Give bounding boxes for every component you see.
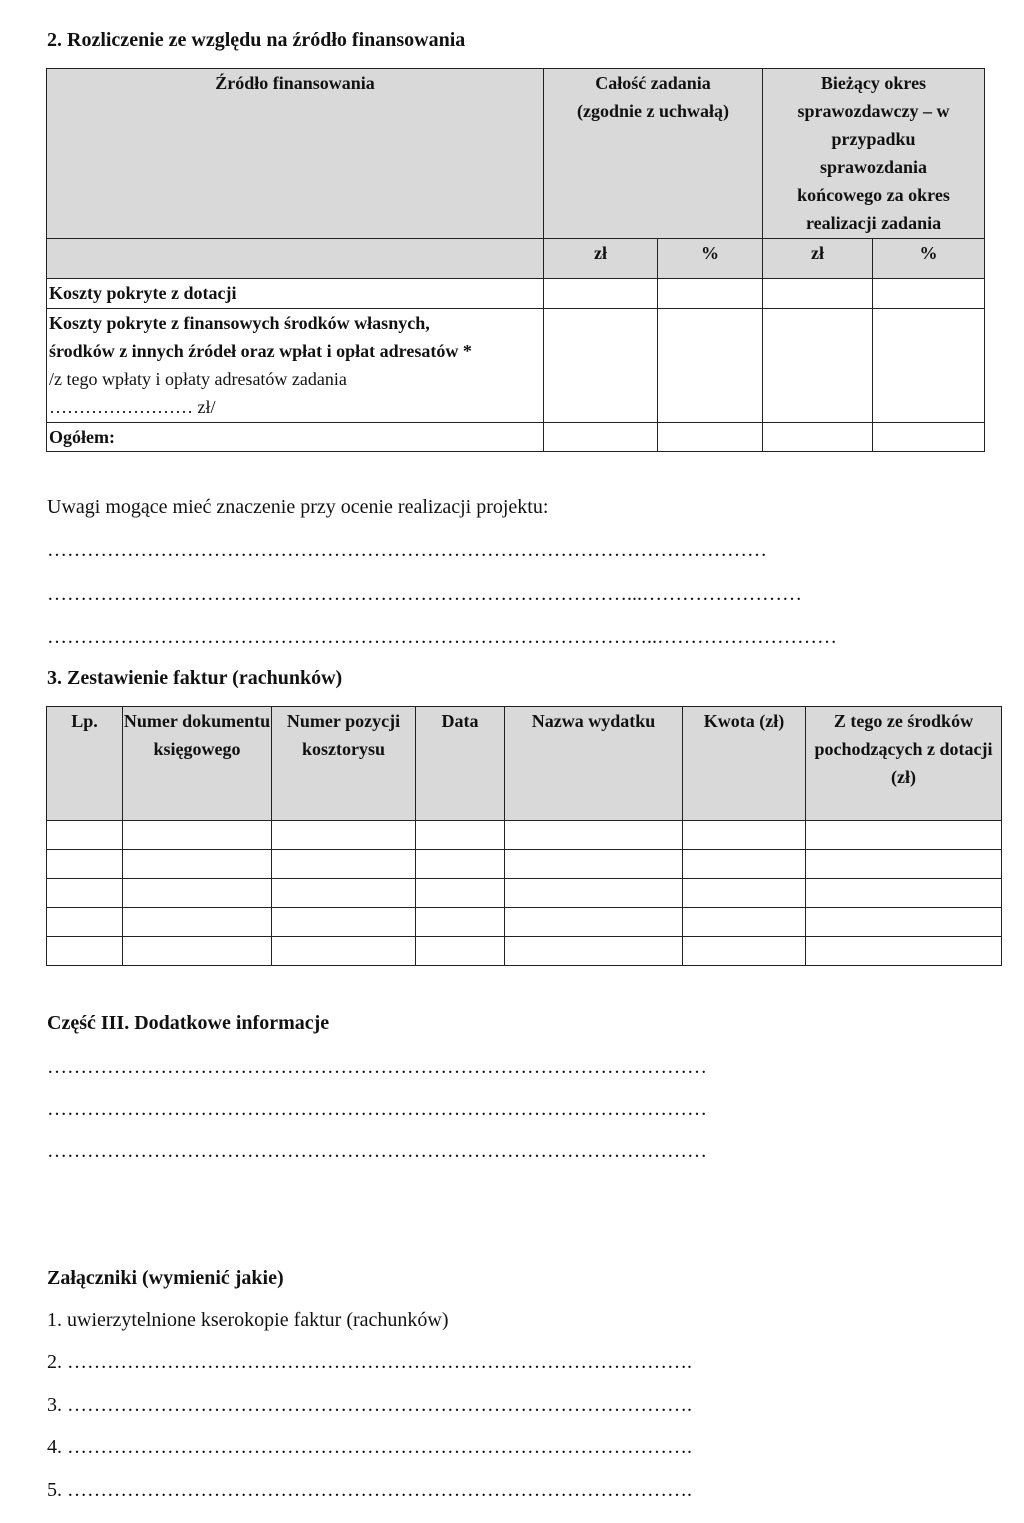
cell-input[interactable] bbox=[505, 879, 683, 908]
cell-input[interactable] bbox=[505, 937, 683, 966]
invoices-table bbox=[46, 706, 1002, 966]
cell-input[interactable] bbox=[806, 850, 1002, 879]
col-from-subsidy: Z tego ze środków pochodzących z dotacji (zł) bbox=[806, 707, 1002, 821]
col-amount: Kwota (zł) bbox=[683, 707, 806, 821]
remarks-label: Uwagi mogące mieć znaczenie przy ocenie realizacji projektu: bbox=[47, 496, 549, 518]
cell-input[interactable] bbox=[873, 279, 985, 309]
cell-input[interactable] bbox=[683, 908, 806, 937]
cell-input[interactable] bbox=[123, 879, 272, 908]
cell-input[interactable] bbox=[505, 908, 683, 937]
attachment-item[interactable]: 4. …………………………………………………………………………………. bbox=[47, 1436, 692, 1458]
remarks-line[interactable]: ……………………………………………………………………………………………… bbox=[47, 539, 767, 561]
unit-zl-whole: zł bbox=[544, 239, 658, 279]
col-lp: Lp. bbox=[47, 707, 123, 821]
table-row bbox=[47, 879, 1002, 908]
section2-title: 2. Rozliczenie ze względu na źródło finansowania bbox=[47, 29, 466, 51]
cell-input[interactable] bbox=[47, 879, 123, 908]
info-line[interactable]: ……………………………………………………………………………………… bbox=[47, 1140, 707, 1162]
cell-input[interactable] bbox=[123, 850, 272, 879]
row-total-label: Ogółem: bbox=[47, 423, 544, 452]
row-subsidy bbox=[47, 279, 985, 309]
part3-title: Część III. Dodatkowe informacje bbox=[47, 1012, 330, 1034]
unit-zl-current: zł bbox=[763, 239, 873, 279]
cell-input[interactable] bbox=[683, 821, 806, 850]
cell-input[interactable] bbox=[763, 309, 873, 423]
cell-input[interactable] bbox=[806, 879, 1002, 908]
col-cost-item: Numer pozycji kosztorysu bbox=[272, 707, 416, 821]
cell-input[interactable] bbox=[763, 423, 873, 452]
attachment-item: 1. uwierzytelnione kserokopie faktur (rachunków) bbox=[47, 1309, 449, 1331]
unit-percent-current: % bbox=[873, 239, 985, 279]
cell-input[interactable] bbox=[123, 821, 272, 850]
info-line[interactable]: ……………………………………………………………………………………… bbox=[47, 1098, 707, 1120]
cell-input[interactable] bbox=[873, 309, 985, 423]
cell-input[interactable] bbox=[683, 879, 806, 908]
financing-table bbox=[46, 68, 985, 452]
cell-input[interactable] bbox=[806, 908, 1002, 937]
header-whole-task: Całość zadania (zgodnie z uchwałą) bbox=[544, 69, 763, 239]
cell-input[interactable] bbox=[272, 879, 416, 908]
cell-input[interactable] bbox=[683, 937, 806, 966]
row-own-funds-label: Koszty pokryte z finansowych środków własnych, środków z innych źródeł oraz wpłat i opłat adresatów * /z tego wpłaty i opłaty adresatów zadania …………………… zł/ bbox=[47, 309, 544, 423]
cell-input[interactable] bbox=[505, 850, 683, 879]
unit-percent-whole: % bbox=[658, 239, 763, 279]
cell-input[interactable] bbox=[416, 937, 505, 966]
remarks-line[interactable]: ………………………………………………………………………………..……………………… bbox=[47, 626, 837, 648]
col-date: Data bbox=[416, 707, 505, 821]
row-own-funds bbox=[47, 309, 985, 423]
cell-input[interactable] bbox=[416, 821, 505, 850]
cell-input[interactable] bbox=[658, 279, 763, 309]
cell-input[interactable] bbox=[544, 279, 658, 309]
remarks-line[interactable]: ……………………………………………………………………………...…………………… bbox=[47, 583, 802, 605]
row-subsidy-label: Koszty pokryte z dotacji bbox=[47, 279, 544, 309]
cell-input[interactable] bbox=[658, 423, 763, 452]
table-row bbox=[47, 937, 1002, 966]
attachment-item[interactable]: 3. …………………………………………………………………………………. bbox=[47, 1394, 692, 1416]
attachment-item[interactable]: 5. …………………………………………………………………………………. bbox=[47, 1479, 692, 1501]
cell-input[interactable] bbox=[272, 908, 416, 937]
section3-title: 3. Zestawienie faktur (rachunków) bbox=[47, 667, 343, 689]
attachment-item[interactable]: 2. …………………………………………………………………………………. bbox=[47, 1351, 692, 1373]
cell-input[interactable] bbox=[272, 937, 416, 966]
cell-input[interactable] bbox=[123, 908, 272, 937]
cell-input[interactable] bbox=[47, 850, 123, 879]
attachments-title: Załączniki (wymienić jakie) bbox=[47, 1267, 284, 1289]
cell-input[interactable] bbox=[47, 908, 123, 937]
cell-input[interactable] bbox=[47, 821, 123, 850]
table-row bbox=[47, 908, 1002, 937]
header-blank-cell bbox=[47, 239, 544, 279]
cell-input[interactable] bbox=[873, 423, 985, 452]
table-row bbox=[47, 850, 1002, 879]
cell-input[interactable] bbox=[416, 879, 505, 908]
header-source: Źródło finansowania bbox=[47, 69, 544, 239]
cell-input[interactable] bbox=[416, 908, 505, 937]
cell-input[interactable] bbox=[505, 821, 683, 850]
cell-input[interactable] bbox=[806, 821, 1002, 850]
cell-input[interactable] bbox=[416, 850, 505, 879]
cell-input[interactable] bbox=[544, 309, 658, 423]
col-doc-number: Numer dokumentu księgowego bbox=[123, 707, 272, 821]
cell-input[interactable] bbox=[683, 850, 806, 879]
cell-input[interactable] bbox=[806, 937, 1002, 966]
col-expense-name: Nazwa wydatku bbox=[505, 707, 683, 821]
cell-input[interactable] bbox=[47, 937, 123, 966]
cell-input[interactable] bbox=[272, 821, 416, 850]
cell-input[interactable] bbox=[658, 309, 763, 423]
cell-input[interactable] bbox=[763, 279, 873, 309]
cell-input[interactable] bbox=[272, 850, 416, 879]
cell-input[interactable] bbox=[123, 937, 272, 966]
cell-input[interactable] bbox=[544, 423, 658, 452]
row-total bbox=[47, 423, 985, 452]
info-line[interactable]: ……………………………………………………………………………………… bbox=[47, 1056, 707, 1078]
table-row bbox=[47, 821, 1002, 850]
header-current-period: Bieżący okres sprawozdawczy – w przypadku sprawozdania końcowego za okres realizacji zadania bbox=[763, 69, 985, 239]
